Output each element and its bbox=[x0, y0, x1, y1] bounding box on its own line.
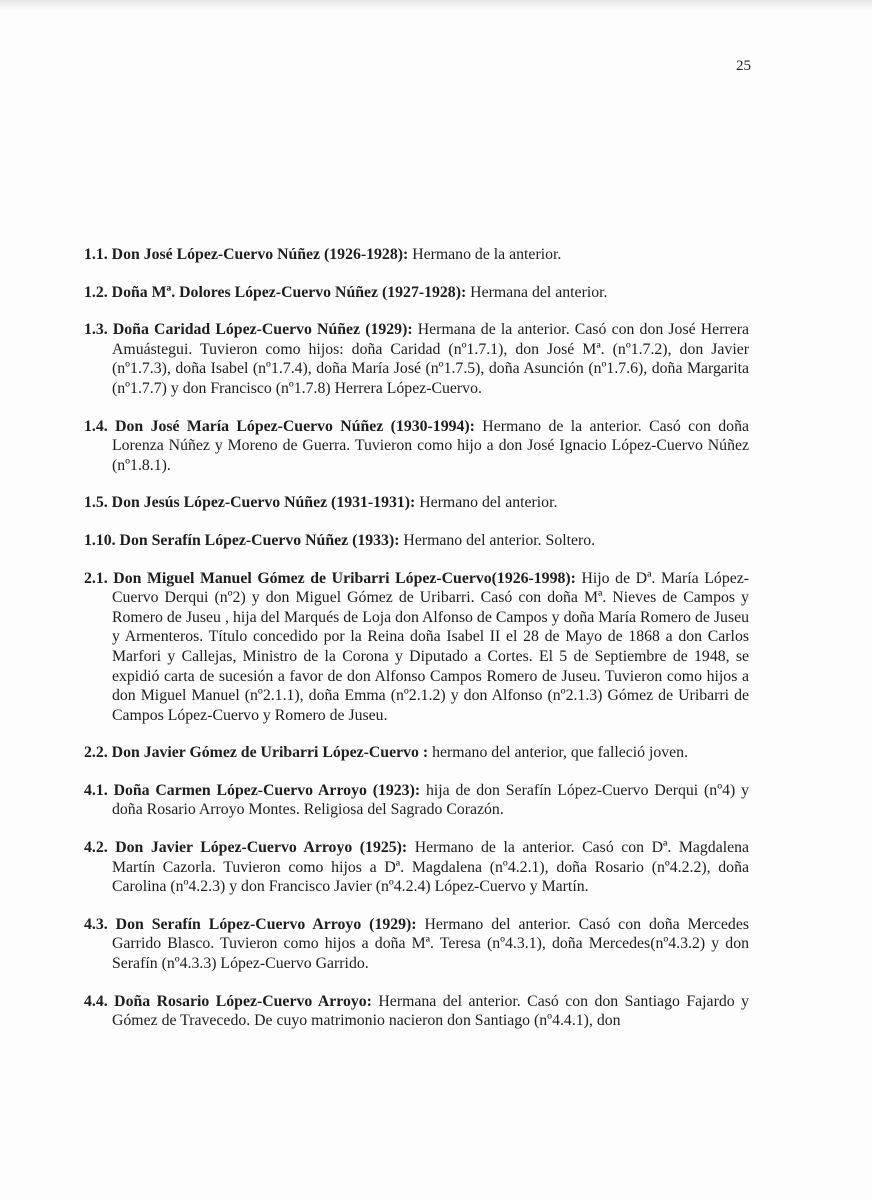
entry-number: 4.2. bbox=[84, 839, 108, 857]
entry-number: 4.3. bbox=[84, 915, 108, 933]
entry-number: 2.2. bbox=[84, 744, 108, 762]
entry-heading: Doña Rosario López-Cuervo Arroyo: bbox=[114, 992, 372, 1010]
entry bbox=[84, 493, 749, 513]
entry-number: 4.1. bbox=[84, 781, 108, 799]
entry bbox=[84, 915, 749, 974]
entry-text: Hermano de la anterior. Casó con doña Lorenza Núñez y Moreno de Guerra. Tuvieron como hijo a don José Ignacio López-Cuervo Núñez (nº1.8.1). bbox=[112, 417, 749, 474]
entry bbox=[84, 838, 749, 897]
entry-heading: Doña Carmen López-Cuervo Arroyo (1923): bbox=[113, 781, 421, 799]
genealogy-entries bbox=[84, 245, 749, 1049]
entry bbox=[84, 417, 749, 476]
entry-number: 1.2. bbox=[84, 283, 108, 301]
entry-text: Hermana del anterior. Casó con don Santiago Fajardo y Gómez de Travecedo. De cuyo matrimonio nacieron don Santiago (nº4.4.1), don bbox=[112, 992, 749, 1030]
entry-heading: Don Javier López-Cuervo Arroyo (1925): bbox=[115, 839, 408, 857]
entry-number: 1.3. bbox=[84, 321, 108, 339]
entry-number: 1.5. bbox=[84, 494, 108, 512]
entry-text: Hermano del anterior. Casó con doña Mercedes Garrido Blasco. Tuvieron como hijos a doña Mª. Teresa (nº4.3.1), doña Mercedes(nº4.3.2) y don Serafín (nº4.3.3) López-Cuervo Garrido. bbox=[112, 915, 749, 973]
entry-number: 1.10. bbox=[84, 531, 116, 549]
entry-heading: Don Javier Gómez de Uribarri López-Cuervo : bbox=[111, 744, 429, 762]
entry bbox=[84, 320, 749, 398]
entry-heading: Don Miguel Manuel Gómez de Uribarri López-Cuervo(1926-1998): bbox=[113, 569, 576, 587]
entry-heading: Don Serafín López-Cuervo Arroyo (1929): bbox=[115, 915, 417, 933]
entry-text: Hermano del anterior. bbox=[415, 494, 558, 512]
entry-heading: Don José María López-Cuervo Núñez (1930-1994): bbox=[115, 417, 475, 435]
entry bbox=[84, 569, 749, 726]
scan-edge bbox=[0, 0, 872, 10]
entry bbox=[84, 743, 749, 763]
entry-text: Hermana de la anterior. Casó con don José Herrera Amuástegui. Tuvieron como hijos: doña Caridad (nº1.7.1), don José Mª. (nº1.7.2), don Javier (nº1.7.3), doña Isabel (nº1.7.4), doña María José (nº1.7.5), doña Asunción (nº1.7.6), doña Margarita (nº1.7.7) y don Francisco (nº1.7.8) Herrera López-Cuervo. bbox=[112, 321, 749, 397]
entry bbox=[84, 245, 749, 265]
entry-heading: Don Jesús López-Cuervo Núñez (1931-1931): bbox=[111, 494, 416, 512]
entry bbox=[84, 781, 749, 820]
entry bbox=[84, 531, 749, 551]
entry-number: 4.4. bbox=[84, 992, 108, 1010]
entry-text: Hijo de Dª. María López-Cuervo Derqui (nº2) y don Miguel Gómez de Uribarri. Casó con doña Mª. Nieves de Campos y Romero de Juseu , hija del Marqués de Loja don Alfonso de Campos y doña María Romero de Juseu y Armenteros. Título concedido por la Reina doña Isabel II el 28 de Mayo de 1868 a don Carlos Marfori y Callejas, Ministro de la Corona y Diputado a Cortes. El 5 de Septiembre de 1948, se expidió carta de sucesión a favor de don Alfonso Campos Romero de Juseu. Tuvieron como hijos a don Miguel Manuel (nº2.1.1), doña Emma (nº2.1.2) y don Alfonso (nº2.1.3) Gómez de Uribarri de Campos López-Cuervo y Romero de Juseu. bbox=[112, 569, 750, 724]
entry-heading: Doña Caridad López-Cuervo Núñez (1929): bbox=[112, 321, 413, 339]
entry-text: Hermano de la anterior. Casó con Dª. Magdalena Martín Cazorla. Tuvieron como hijos a Dª. Magdalena (nº4.2.1), doña Rosario (nº4.2.2), doña Carolina (nº4.2.3) y don Francisco Javier (nº4.2.4) López-Cuervo y Martín. bbox=[112, 839, 750, 896]
entry-number: 1.4. bbox=[84, 417, 108, 435]
entry-number: 1.1. bbox=[84, 246, 108, 263]
entry-text: Hermano del anterior. Soltero. bbox=[399, 531, 596, 549]
entry-heading: Don Serafín López-Cuervo Núñez (1933): bbox=[119, 531, 400, 549]
entry-heading: Don José López-Cuervo Núñez (1926-1928): bbox=[111, 246, 409, 263]
entry bbox=[84, 283, 749, 303]
entry-text: hermano del anterior, que falleció joven. bbox=[428, 744, 689, 762]
entry bbox=[84, 992, 749, 1031]
entry-text: Hermana del anterior. bbox=[466, 283, 608, 301]
page-number: 25 bbox=[736, 58, 751, 74]
entry-heading: Doña Mª. Dolores López-Cuervo Núñez (1927-1928): bbox=[111, 283, 467, 301]
entry-number: 2.1. bbox=[84, 569, 108, 587]
entry-text: Hermano de la anterior. bbox=[408, 246, 562, 263]
entry-text: hija de don Serafín López-Cuervo Derqui (nº4) y doña Rosario Arroyo Montes. Religiosa del Sagrado Corazón. bbox=[112, 781, 750, 819]
